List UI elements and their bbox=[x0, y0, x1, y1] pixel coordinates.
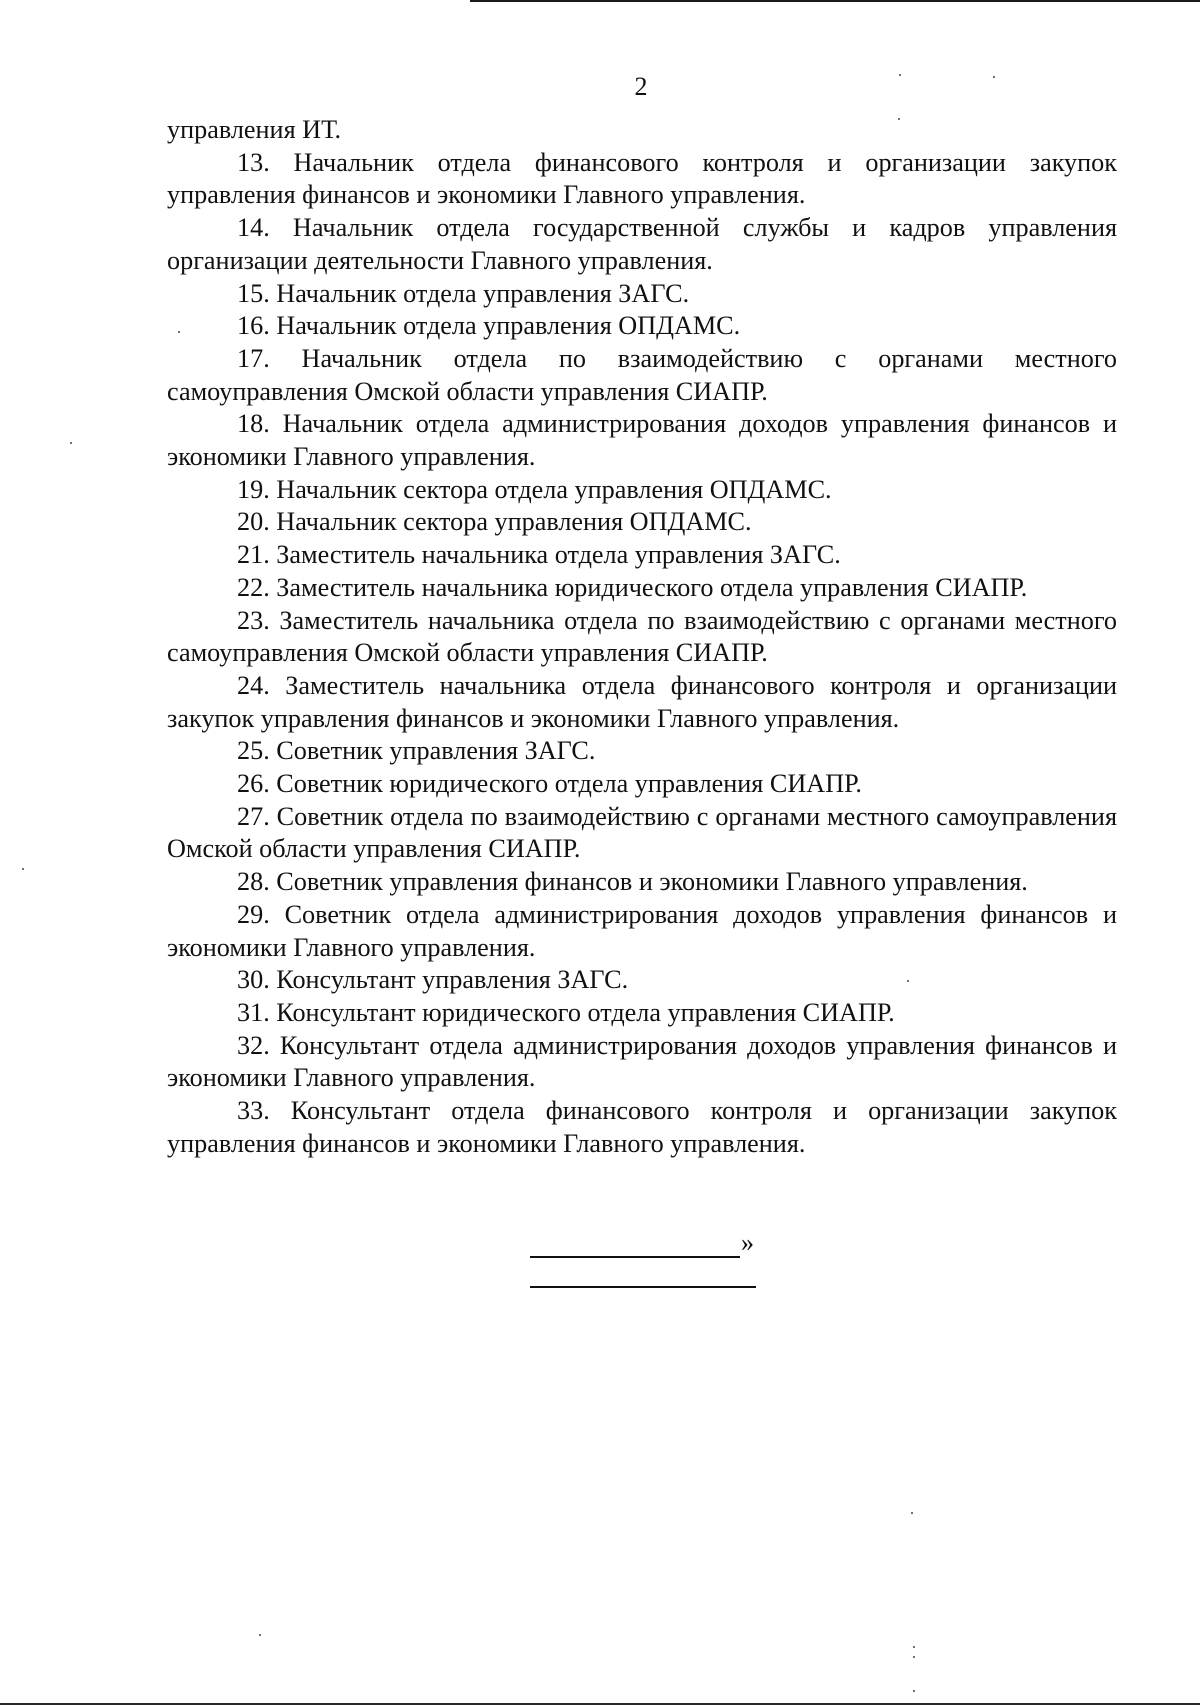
scan-speck bbox=[178, 331, 180, 333]
closing-rule-lower bbox=[530, 1286, 756, 1288]
list-item: 28. Советник управления финансов и экономики Главного управления. bbox=[237, 867, 1028, 897]
list-item: 19. Начальник сектора отдела управления ОПДАМС. bbox=[237, 474, 832, 504]
closing-quote: » bbox=[741, 1228, 754, 1257]
list-item: 31. Консультант юридического отдела управления СИАПР. bbox=[237, 997, 895, 1027]
list-item: 23. Заместитель начальника отдела по взаимодействию с органами местного самоуправления Омской области управления СИАПР. bbox=[167, 605, 1117, 668]
list-item: 13. Начальник отдела финансового контроля и организации закупок управления финансов и экономики Главного управления. bbox=[167, 147, 1117, 210]
list-item: 17. Начальник отдела по взаимодействию с органами местного самоуправления Омской области управления СИАПР. bbox=[167, 343, 1117, 406]
document-body bbox=[167, 114, 1117, 1161]
scan-speck bbox=[911, 1512, 913, 1514]
scan-speck bbox=[913, 1656, 915, 1658]
scan-speck bbox=[899, 74, 901, 76]
paragraph-continuation: управления ИТ. bbox=[167, 115, 341, 144]
scan-speck bbox=[898, 118, 900, 120]
list-item: 21. Заместитель начальника отдела управления ЗАГС. bbox=[237, 540, 841, 570]
scan-speck bbox=[70, 442, 72, 444]
list-item: 24. Заместитель начальника отдела финансового контроля и организации закупок управления финансов и экономики Главного управления. bbox=[167, 670, 1117, 733]
list-item: 18. Начальник отдела администрирования доходов управления финансов и экономики Главного управления. bbox=[167, 409, 1117, 472]
page-number: 2 bbox=[634, 72, 648, 101]
list-item: 26. Советник юридического отдела управления СИАПР. bbox=[237, 769, 862, 799]
list-item: 30. Консультант управления ЗАГС. bbox=[237, 965, 629, 995]
list-item: 27. Советник отдела по взаимодействию с органами местного самоуправления Омской области управления СИАПР. bbox=[167, 801, 1117, 864]
scan-speck bbox=[259, 1634, 261, 1636]
scan-speck bbox=[22, 868, 24, 870]
list-item: 15. Начальник отдела управления ЗАГС. bbox=[237, 278, 690, 308]
scan-speck bbox=[913, 1646, 915, 1648]
scan-edge-top bbox=[470, 0, 1200, 2]
list-item: 29. Советник отдела администрирования доходов управления финансов и экономики Главного управления. bbox=[167, 899, 1117, 962]
list-item: 20. Начальник сектора управления ОПДАМС. bbox=[237, 507, 752, 537]
scan-speck bbox=[993, 76, 995, 78]
list-item: 32. Консультант отдела администрирования доходов управления финансов и экономики Главного управления. bbox=[167, 1030, 1117, 1093]
scan-speck bbox=[913, 1690, 915, 1692]
closing-rule-upper bbox=[530, 1256, 740, 1258]
list-item: 16. Начальник отдела управления ОПДАМС. bbox=[237, 311, 741, 341]
list-item: 25. Советник управления ЗАГС. bbox=[237, 736, 596, 766]
scan-speck bbox=[907, 980, 909, 982]
list-item: 33. Консультант отдела финансового контроля и организации закупок управления финансов и экономики Главного управления. bbox=[167, 1096, 1117, 1158]
list-item: 22. Заместитель начальника юридического отдела управления СИАПР. bbox=[237, 572, 1028, 602]
list-item: 14. Начальник отдела государственной службы и кадров управления организации деятельности Главного управления. bbox=[167, 213, 1117, 275]
scan-edge-bottom bbox=[0, 1703, 1200, 1705]
